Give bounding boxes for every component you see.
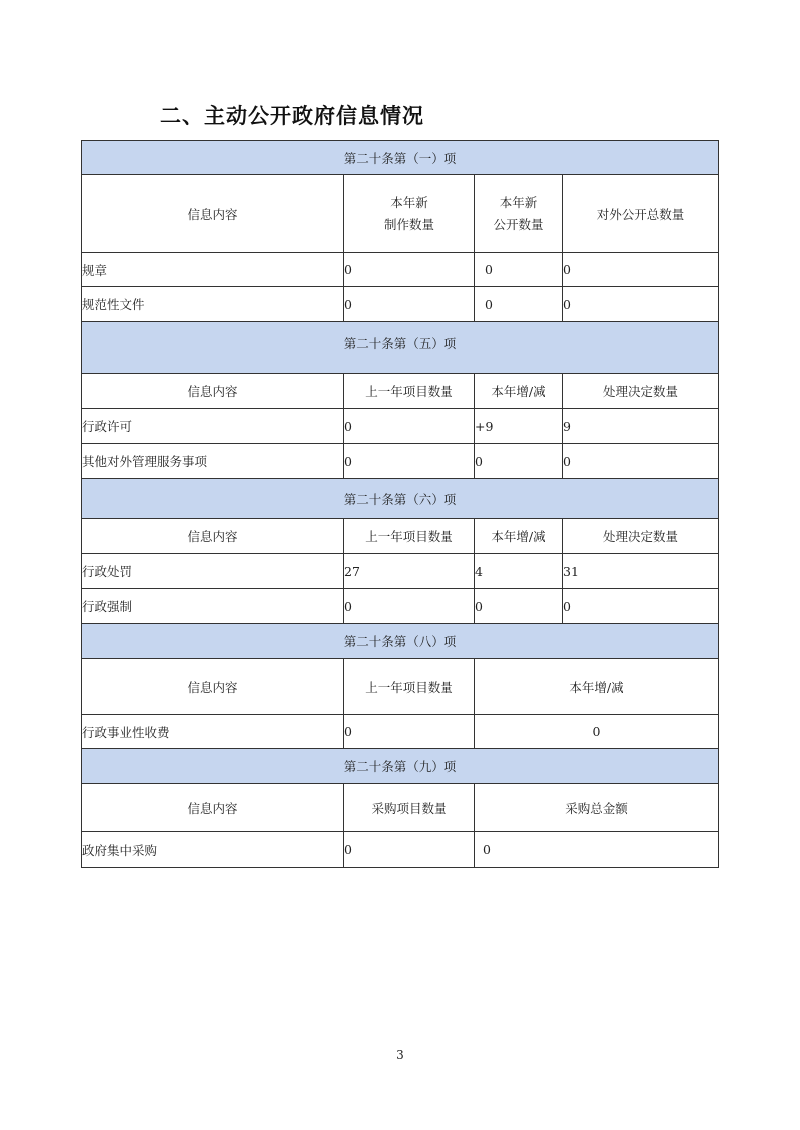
cell-value: 4 [475, 554, 563, 589]
table-row [82, 444, 719, 479]
row-label: 行政许可 [82, 409, 344, 444]
cell-value: 0 [563, 444, 719, 479]
section-header-5: 第二十条第（五）项 [82, 322, 719, 374]
col-header: 对外公开总数量 [563, 175, 719, 253]
section-header-1: 第二十条第（一）项 [82, 141, 719, 175]
table-row [82, 409, 719, 444]
row-label: 行政强制 [82, 589, 344, 624]
col-header: 信息内容 [82, 374, 344, 409]
col-header: 处理决定数量 [563, 519, 719, 554]
table-row [82, 554, 719, 589]
table-row [82, 287, 719, 322]
col-header-line: 本年新 [499, 194, 538, 210]
col-header: 信息内容 [82, 519, 344, 554]
col-header: 本年增/减 [475, 659, 719, 715]
table-row [82, 715, 719, 749]
cell-value: 0 [563, 589, 719, 624]
cell-value: 0 [475, 253, 563, 287]
col-header: 上一年项目数量 [344, 659, 475, 715]
cell-value: 0 [344, 409, 475, 444]
row-label: 行政处罚 [82, 554, 344, 589]
page-title: 二、主动公开政府信息情况 [160, 104, 424, 128]
cell-value: 0 [344, 253, 475, 287]
row-label: 规章 [82, 253, 344, 287]
col-header: 信息内容 [82, 659, 344, 715]
col-header: 采购项目数量 [344, 784, 475, 832]
cell-value: 0 [475, 715, 719, 749]
table-row [82, 832, 719, 868]
row-label: 其他对外管理服务事项 [82, 444, 344, 479]
table-row [82, 589, 719, 624]
cell-value: 27 [344, 554, 475, 589]
col-header-line: 制作数量 [383, 216, 434, 232]
cell-value: 0 [475, 589, 563, 624]
cell-value: +9 [475, 409, 563, 444]
row-label: 规范性文件 [82, 287, 344, 322]
cell-value: 0 [344, 444, 475, 479]
cell-value: 0 [563, 253, 719, 287]
cell-value: 0 [475, 287, 563, 322]
col-header [344, 175, 475, 253]
cell-value: 0 [344, 832, 475, 868]
row-label: 行政事业性收费 [82, 715, 344, 749]
cell-value: 0 [563, 287, 719, 322]
cell-value: 9 [563, 409, 719, 444]
section-header-9: 第二十条第（九）项 [82, 749, 719, 784]
table-row [82, 253, 719, 287]
page-number: 3 [396, 1048, 404, 1062]
col-header-line: 公开数量 [493, 216, 544, 232]
cell-value: 0 [344, 715, 475, 749]
col-header: 信息内容 [82, 784, 344, 832]
cell-value: 0 [475, 444, 563, 479]
info-table [81, 140, 719, 868]
cell-value: 0 [344, 287, 475, 322]
col-header: 本年增/减 [475, 374, 563, 409]
col-header: 采购总金额 [475, 784, 719, 832]
cell-value: 31 [563, 554, 719, 589]
cell-value: 0 [475, 832, 719, 868]
col-header: 上一年项目数量 [344, 374, 475, 409]
section-header-6: 第二十条第（六）项 [82, 479, 719, 519]
col-header [475, 175, 563, 253]
col-header: 上一年项目数量 [344, 519, 475, 554]
row-label: 政府集中采购 [82, 832, 344, 868]
col-header: 处理决定数量 [563, 374, 719, 409]
col-header: 信息内容 [82, 175, 344, 253]
col-header-line: 本年新 [390, 194, 428, 210]
cell-value: 0 [344, 589, 475, 624]
col-header: 本年增/减 [475, 519, 563, 554]
section-header-8: 第二十条第（八）项 [82, 624, 719, 659]
